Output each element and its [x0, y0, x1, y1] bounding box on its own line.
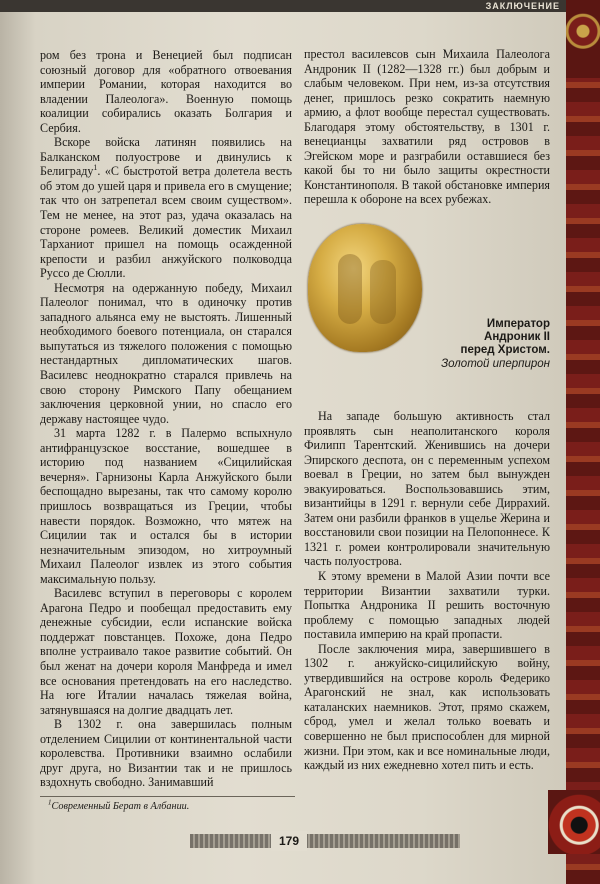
gold-coin-image: [308, 224, 422, 352]
ornament-roundel-icon: [548, 790, 600, 854]
paragraph: ром без трона и Венецией был подписан союзный договор для «обратного отвоевания империи Романии, которая находится во владении Палеолога». Военную помощь коалиции собирались оказать Болгария и Сербия.: [40, 48, 292, 135]
ornament-medallion-icon: [566, 0, 600, 78]
paragraph: [40, 135, 292, 280]
right-text-column-bottom: [304, 409, 550, 773]
paragraph: 31 марта 1282 г. в Палермо вспыхнуло антифранцузское восстание, вошедшее в историю под названием «Сицилийская вечерня». Гарнизоны Карла Анжуйского были беспощадно вырезаны, так что самому королю пришлось возвращаться из Греции, чтобы навести порядок. Возможно, что мятеж на Сицилии так и остался бы в истории незначительным эпизодом, но хитроумный Михаил Палеолог извлек из этого события максимальную пользу.: [40, 426, 292, 586]
footnote-mark: 1: [48, 798, 52, 807]
footnote-ref: 1: [93, 163, 98, 173]
paragraph: После заключения мира, завершившего в 1302 г. анжуйско-сицилийскую войну, утвердившийся на острове король Федерико Арагонский не знал, как использовать каталанских наемников. Этот, прямо скажем, сброд, умел и желал только воевать и совершенно не был приспособлен для мирной жизни. При этом, как и все номинальные люди, каждый из них ежедневно хотел пить и есть.: [304, 641, 550, 773]
right-text-column-top: [304, 47, 550, 207]
page-number: 179: [271, 831, 307, 851]
paragraph: К этому времени в Малой Азии почти все территории Византии захватили турки. Попытка Андроника II решить восточную проблему с помощью западных людей поставила империю на край пропасти.: [304, 569, 550, 642]
footnote: [48, 798, 190, 812]
paragraph: престол василевсов сын Михаила Палеолога Андроник II (1282—1328 гг.) был добрым и слабым человеком. При нем, из-за отсутствия денег, пришлось резко сократить наемную армию, а флот вообще перестал существовать. Благодаря этому обстоятельству, в 1301 г. венецианцы захватили ряд островов в Эгейском море и разграбили оставшиеся без какой бы то ни было защиты окрестности Константинополя. В такой обстановке империя перешла к обороне на всех рубежах.: [304, 47, 550, 207]
footnote-text: Современный Берат в Албании.: [51, 801, 190, 812]
running-header-bar: [0, 0, 566, 12]
caption-line: Золотой иперпирон: [441, 357, 550, 370]
caption-line: перед Христом.: [460, 344, 550, 357]
paragraph: Несмотря на одержанную победу, Михаил Палеолог понимал, что в одиночку против западного альянса ему не выстоять. Лишенный необходимого боевого потенциала, он старался выпутаться из тяжелого положения с помощью нестандартных дипломатических шагов. Василевс неоднократно старался привлечь на свою сторону Римского Папу обещанием заключения церковной унии, но спасло его державу настоящее чудо.: [40, 280, 292, 426]
decorative-border: [566, 0, 600, 884]
paragraph-text: . «С быстротой ветра долетела весть об этом до ушей царя и привела его в смущение; так что он затрепетал всем своим существом». Тем не менее, на этот раз, удача оказалась на стороне ромеев. Великий доместик Михаил Тарханиот пришел на помощь осажденной крепости и разбил анжуйского полководца Руссо де Сюлли.: [40, 164, 292, 281]
paragraph: В 1302 г. она завершилась полным отделением Сицилии от континентальной части королевства. Противники взаимно ослабили друг друга, но Византии так и не пришлось вздохнуть свободно. Занимавший: [40, 717, 292, 790]
caption-line: Андроник II: [484, 331, 550, 344]
paragraph-text: Вскоре войска латинян появились на Балканском полуострове и двинулись к Белиграду: [40, 135, 292, 179]
footnote-divider: [40, 796, 295, 797]
left-text-column: [40, 48, 292, 790]
running-header-title: ЗАКЛЮЧЕНИЕ: [485, 1, 560, 11]
caption-line: Император: [486, 318, 550, 330]
image-caption: [441, 318, 550, 371]
page-number-ornament: [190, 834, 460, 848]
paragraph: Василевс вступил в переговоры с королем Арагона Педро и пообещал предоставить ему денежные субсидии, если испанские войска поддержат повстанцев. Похоже, дона Педро вполне устраивало такое развитие событий. Он был женат на дочери короля Манфреда и имел все основания претендовать на его наследство. На юге Италии началась тяжелая война, затянувшаяся на долгие двадцать лет.: [40, 586, 292, 717]
paragraph: На западе большую активность стал проявлять сын неаполитанского короля Филипп Тарентский. Женившись на дочери Эпирского деспота, он с переменным успехом воевал в Греции, но затем был вынужден эвакуироваться. Воспользовавшись этим, византийцы в 1291 г. вернули себе Диррахий. Затем они разбили франков в ущелье Жерина и восстановили свои позиции на Пелопоннесе. К 1321 г. ромеи контролировали значительную часть полуострова.: [304, 409, 550, 569]
